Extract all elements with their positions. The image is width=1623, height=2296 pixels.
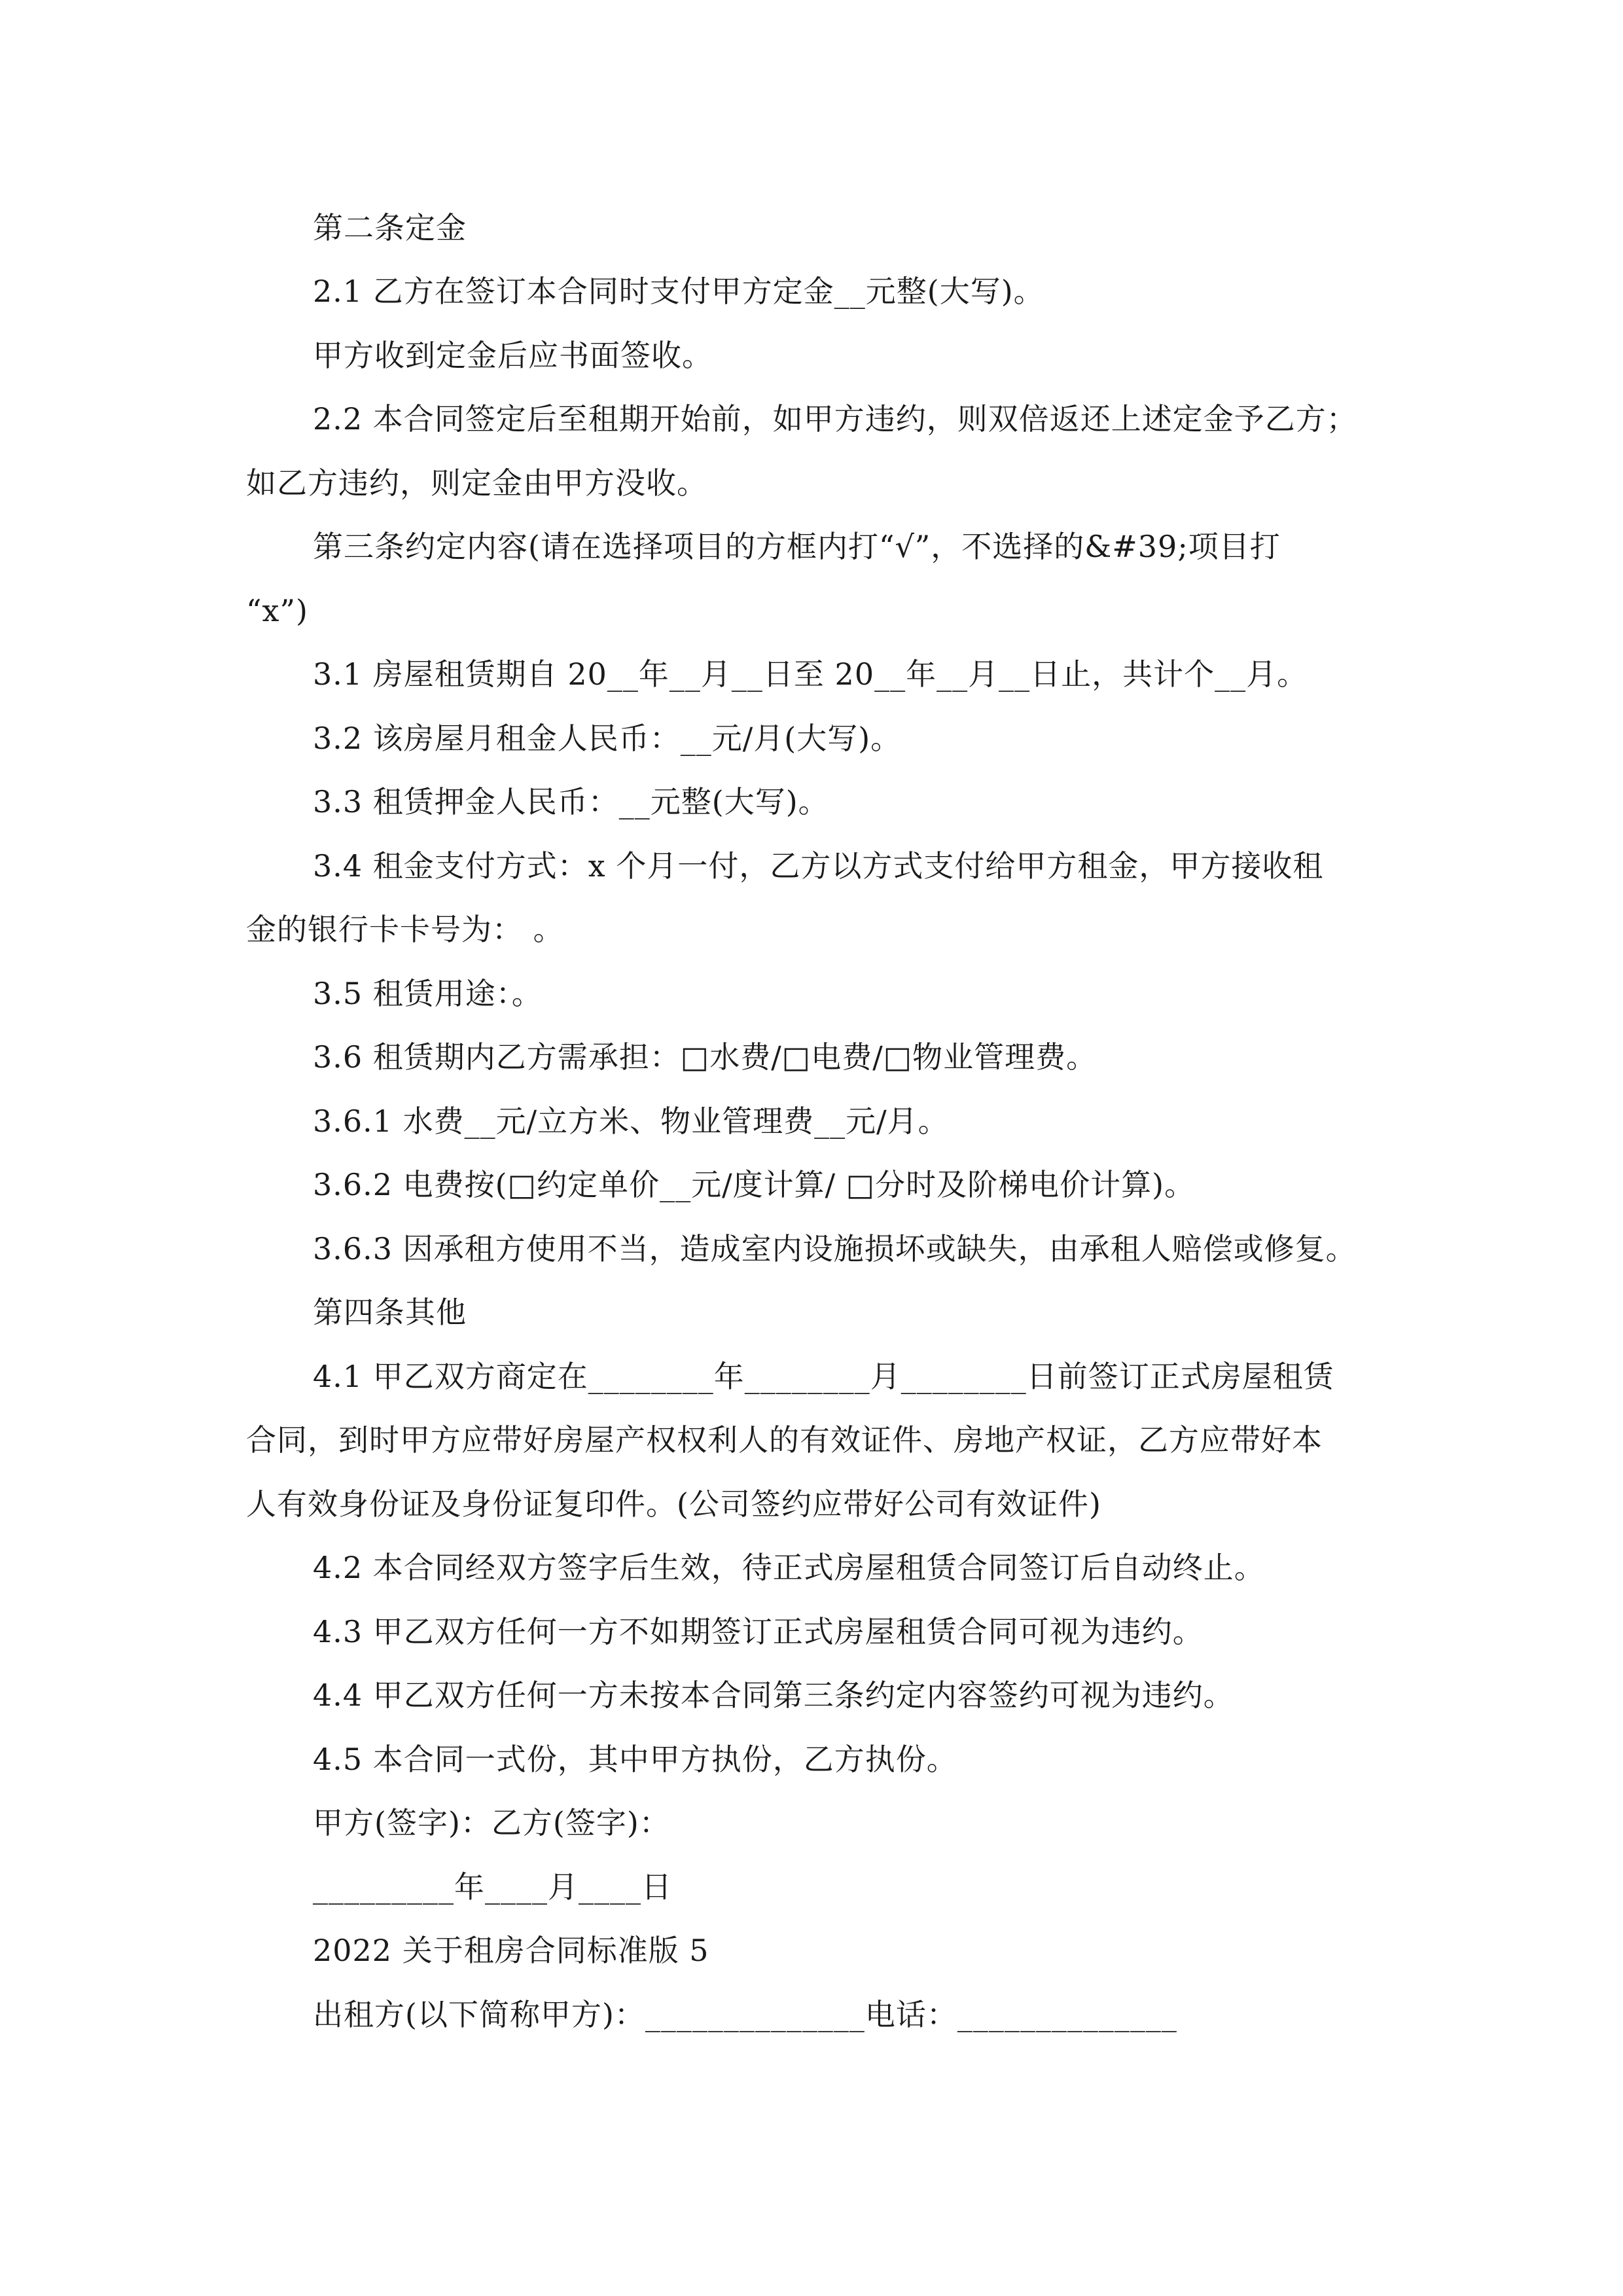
section-heading-terms-line-1: 第三条约定内容(请在选择项目的方框内打“√”，不选择的&#39;项目打	[313, 529, 1281, 564]
clause-2-1-receipt: 甲方收到定金后应书面签收。	[313, 338, 713, 373]
clause-4-1-line-3: 人有效身份证及身份证复印件。(公司签约应带好公司有效证件)	[246, 1486, 1101, 1522]
clause-3-6-3: 3.6.3 因承租方使用不当，造成室内设施损坏或缺失，由承租人赔偿或修复。	[313, 1231, 1357, 1266]
lessor-info-line: 出租方(以下简称甲方)：______________电话：______________	[313, 1997, 1177, 2032]
clause-4-3: 4.3 甲乙双方任何一方不如期签订正式房屋租赁合同可视为违约。	[313, 1614, 1204, 1649]
next-document-title: 2022 关于租房合同标准版 5	[313, 1933, 709, 1968]
clause-4-1-line-2: 合同，到时甲方应带好房屋产权权利人的有效证件、房地产权证，乙方应带好本	[246, 1422, 1323, 1458]
date-line: _________年____月____日	[313, 1869, 672, 1905]
clause-3-4-line-1: 3.4 租金支付方式：x 个月一付，乙方以方式支付给甲方租金，甲方接收租	[313, 848, 1324, 884]
signature-line: 甲方(签字)：乙方(签字)：	[313, 1805, 670, 1840]
section-heading-deposit: 第二条定金	[313, 210, 467, 245]
clause-2-1: 2.1 乙方在签订本合同时支付甲方定金__元整(大写)。	[313, 274, 1044, 309]
clause-3-6-1: 3.6.1 水费__元/立方米、物业管理费__元/月。	[313, 1103, 949, 1139]
clause-4-2: 4.2 本合同经双方签字后生效，待正式房屋租赁合同签订后自动终止。	[313, 1550, 1265, 1585]
clause-2-2-line-2: 如乙方违约，则定金由甲方没收。	[246, 465, 707, 501]
clause-4-5: 4.5 本合同一式份，其中甲方执份，乙方执份。	[313, 1742, 957, 1777]
clause-3-5: 3.5 租赁用途：。	[313, 976, 543, 1011]
clause-3-6-2: 3.6.2 电费按(□约定单价__元/度计算/ □分时及阶梯电价计算)。	[313, 1167, 1196, 1202]
clause-4-4: 4.4 甲乙双方任何一方未按本合同第三条约定内容签约可视为违约。	[313, 1677, 1234, 1713]
clause-3-3: 3.3 租赁押金人民币：__元整(大写)。	[313, 784, 829, 819]
section-heading-other: 第四条其他	[313, 1295, 467, 1330]
clause-3-6: 3.6 租赁期内乙方需承担：□水费/□电费/□物业管理费。	[313, 1039, 1097, 1075]
section-heading-terms-line-2: “x”)	[246, 593, 308, 628]
clause-2-2-line-1: 2.2 本合同签定后至租期开始前，如甲方违约，则双倍返还上述定金予乙方；	[313, 401, 1357, 437]
clause-4-1-line-1: 4.1 甲乙双方商定在________年________月________日前签订正式房屋租赁	[313, 1359, 1334, 1394]
clause-3-4-line-2: 金的银行卡卡号为： 。	[246, 912, 564, 947]
clause-3-1: 3.1 房屋租赁期自 20__年__月__日至 20__年__月__日止，共计个__月。	[313, 656, 1308, 692]
clause-3-2: 3.2 该房屋月租金人民币：__元/月(大写)。	[313, 721, 902, 756]
